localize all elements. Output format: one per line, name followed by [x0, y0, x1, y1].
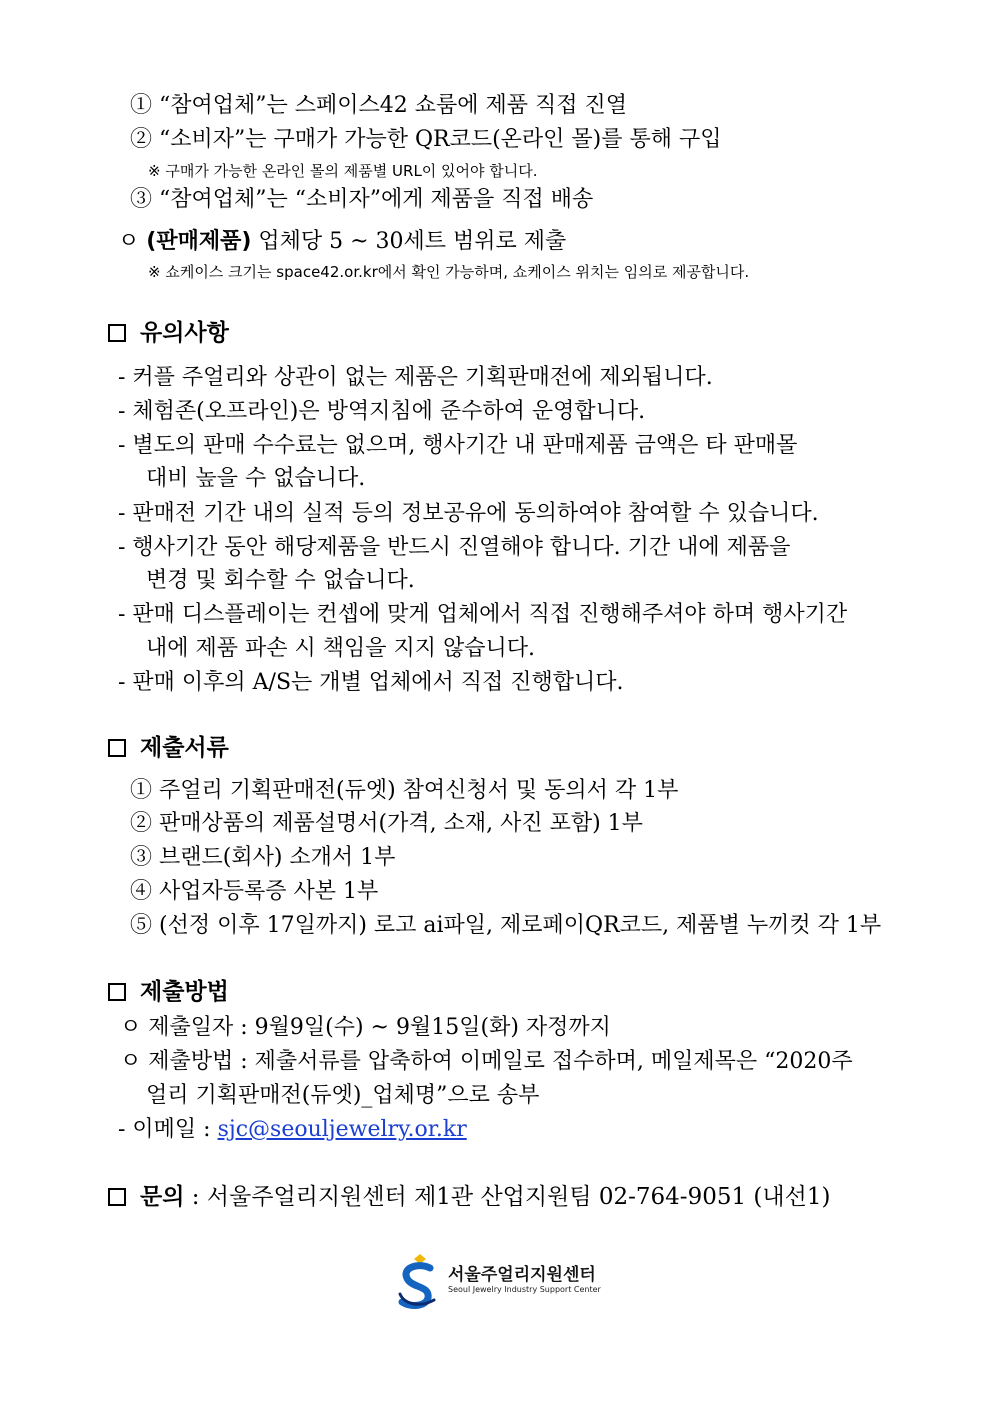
- step-1: ① “참여업체”는 스페이스42 쇼룸에 제품 직접 진열: [130, 93, 627, 118]
- caution-line: 내에 제품 파손 시 책임을 지지 않습니다.: [146, 636, 535, 661]
- document-item: ⑤ (선정 이후 17일까지) 로고 ai파일, 제로페이QR코드, 제품별 누끼컷 각 1부: [130, 913, 882, 938]
- caution-line: - 별도의 판매 수수료는 없으며, 행사기간 내 판매제품 금액은 타 판매몰: [118, 433, 798, 458]
- step-2: ② “소비자”는 구매가 가능한 QR코드(온라인 몰)를 통해 구입: [130, 127, 722, 152]
- email-line: [118, 1116, 467, 1144]
- cautions-title: 유의사항: [140, 320, 229, 346]
- document-item: ① 주얼리 기획판매전(듀엣) 참여신청서 및 동의서 각 1부: [130, 778, 679, 803]
- checkbox-square-icon: [108, 739, 126, 757]
- products-text: 업체당 5 ~ 30세트 범위로 제출: [251, 229, 567, 254]
- logo-mark-icon: [394, 1252, 446, 1310]
- caution-line: - 판매 디스플레이는 컨셉에 맞게 업체에서 직접 진행해주셔야 하며 행사기간: [118, 602, 848, 627]
- caution-line: - 커플 주얼리와 상관이 없는 제품은 기획판매전에 제외됩니다.: [118, 365, 713, 390]
- step-3: ③ “참여업체”는 “소비자”에게 제품을 직접 배송: [130, 187, 594, 212]
- checkbox-square-icon: [108, 1188, 126, 1206]
- inquiry-label: 문의: [140, 1184, 185, 1210]
- caution-line: - 행사기간 동안 해당제품을 반드시 진열해야 합니다. 기간 내에 제품을: [118, 535, 791, 560]
- documents-heading: [108, 733, 229, 763]
- caution-line: - 판매전 기간 내의 실적 등의 정보공유에 동의하여야 참여할 수 있습니다.: [118, 501, 819, 526]
- logo-subtitle: Seoul Jewelry Industry Support Center: [448, 1285, 601, 1294]
- inquiry-line: [108, 1183, 830, 1211]
- logo-name: 서울주얼리지원센터: [448, 1265, 596, 1285]
- document-item: ④ 사업자등록증 사본 1부: [130, 879, 379, 904]
- submission-method-line: ㅇ 제출방법 : 제출서류를 압축하여 이메일로 접수하며, 메일제목은 “2020주: [120, 1049, 853, 1074]
- products-note: ※ 쇼케이스 크기는 space42.or.kr에서 확인 가능하며, 쇼케이스 위치는 임의로 제공합니다.: [148, 263, 750, 281]
- logo: [394, 1252, 604, 1312]
- email-label: - 이메일 :: [118, 1117, 218, 1142]
- submission-method-line: 얼리 기획판매전(듀엣)_업체명”으로 송부: [146, 1083, 540, 1108]
- method-heading: [108, 977, 229, 1007]
- caution-line: 대비 높을 수 없습니다.: [146, 466, 366, 491]
- method-title: 제출방법: [140, 979, 229, 1005]
- inquiry-text: : 서울주얼리지원센터 제1관 산업지원팀 02-764-9051 (내선1): [184, 1184, 831, 1210]
- documents-title: 제출서류: [140, 735, 229, 761]
- products-label: (판매제품): [146, 229, 252, 254]
- products-line: [118, 228, 566, 256]
- checkbox-square-icon: [108, 983, 126, 1001]
- products-bullet: ㅇ: [118, 229, 140, 254]
- step-2-note: ※ 구매가 가능한 온라인 몰의 제품별 URL이 있어야 합니다.: [148, 162, 538, 180]
- email-link[interactable]: sjc@seouljewelry.or.kr: [217, 1117, 467, 1142]
- caution-line: 변경 및 회수할 수 없습니다.: [146, 568, 415, 593]
- caution-line: - 판매 이후의 A/S는 개별 업체에서 직접 진행합니다.: [118, 670, 624, 695]
- caution-line: - 체험존(오프라인)은 방역지침에 준수하여 운영합니다.: [118, 399, 646, 424]
- cautions-heading: [108, 318, 229, 348]
- document-item: ② 판매상품의 제품설명서(가격, 소재, 사진 포함) 1부: [130, 811, 643, 836]
- document-item: ③ 브랜드(회사) 소개서 1부: [130, 845, 396, 870]
- submission-date: ㅇ 제출일자 : 9월9일(수) ~ 9월15일(화) 자정까지: [120, 1015, 611, 1040]
- checkbox-square-icon: [108, 324, 126, 342]
